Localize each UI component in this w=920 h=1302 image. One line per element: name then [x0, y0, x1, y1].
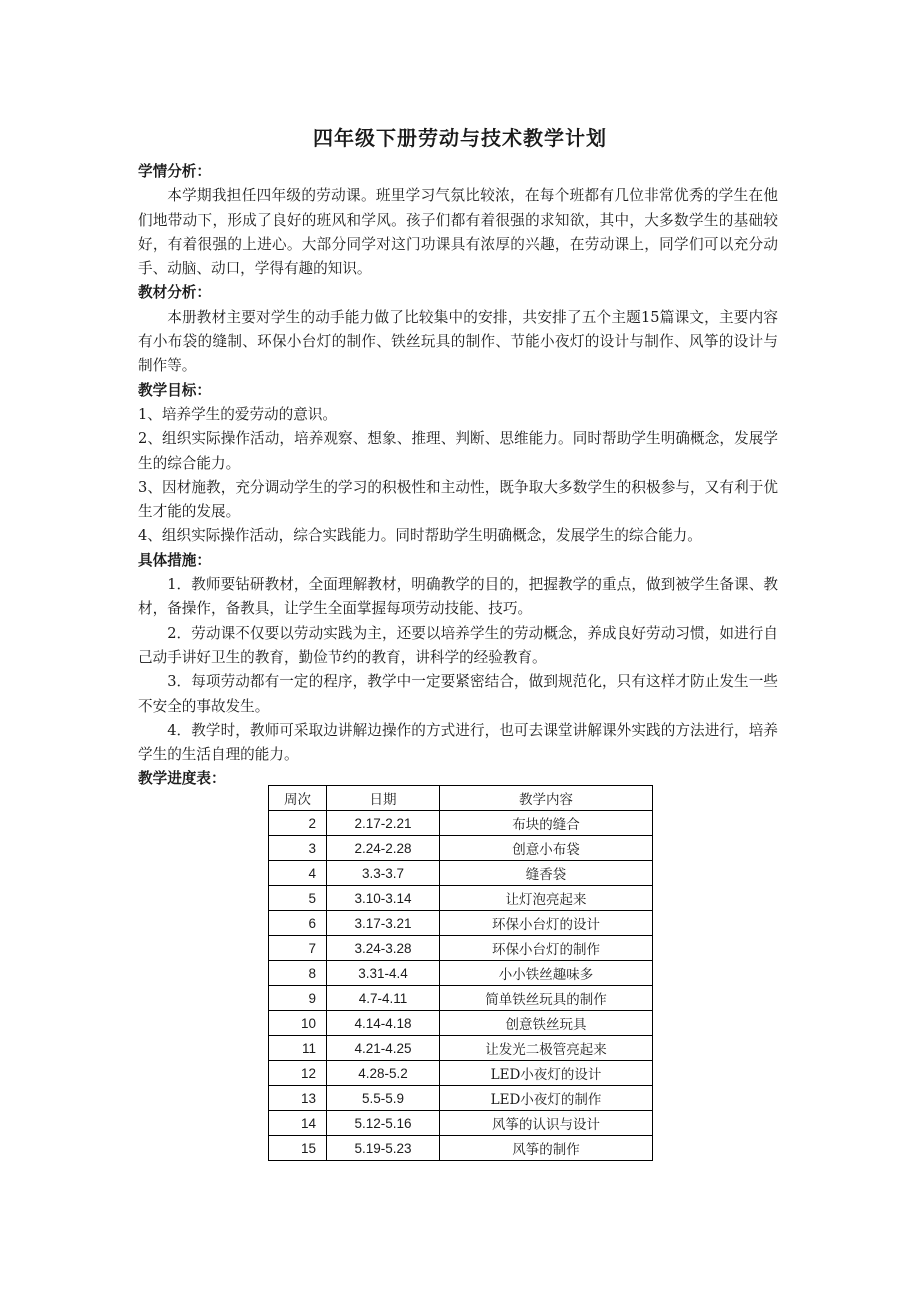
- week-cell: 13: [269, 1086, 327, 1111]
- date-cell: 4.21-4.25: [327, 1036, 440, 1061]
- table-row: [269, 1136, 653, 1161]
- measure-item: 1．教师要钻研教材，全面理解教材，明确教学的目的，把握教学的重点，做到被学生备课、教材，备操作，备教具，让学生全面掌握每项劳动技能、技巧。: [138, 576, 778, 618]
- column-header-content: 教学内容: [440, 786, 653, 811]
- content-cell: 布块的缝合: [440, 811, 653, 836]
- table-row: [269, 1061, 653, 1086]
- week-cell: 14: [269, 1111, 327, 1136]
- week-cell: 5: [269, 886, 327, 911]
- schedule-table: [268, 785, 653, 1161]
- date-cell: 3.3-3.7: [327, 861, 440, 886]
- table-row: [269, 1086, 653, 1111]
- page-title: 四年级下册劳动与技术教学计划: [313, 126, 607, 150]
- content-cell: 环保小台灯的设计: [440, 911, 653, 936]
- measure-item: 2．劳动课不仅要以劳动实践为主，还要以培养学生的劳动概念，养成良好劳动习惯，如进行自己动手讲好卫生的教育，勤俭节约的教育，讲科学的经验教育。: [138, 624, 778, 666]
- table-row: [269, 1036, 653, 1061]
- date-cell: 3.10-3.14: [327, 886, 440, 911]
- goal-item: 1、培养学生的爱劳动的意识。: [138, 405, 338, 423]
- date-cell: 2.17-2.21: [327, 811, 440, 836]
- column-header-week: 周次: [269, 786, 327, 811]
- content-cell: 环保小台灯的制作: [440, 936, 653, 961]
- week-cell: 7: [269, 936, 327, 961]
- document-body: [138, 160, 778, 792]
- table-row: [269, 961, 653, 986]
- content-cell: LED小夜灯的设计: [440, 1061, 653, 1086]
- content-cell: 让发光二极管亮起来: [440, 1036, 653, 1061]
- date-cell: 5.12-5.16: [327, 1111, 440, 1136]
- date-cell: 4.7-4.11: [327, 986, 440, 1011]
- content-cell: 缝香袋: [440, 861, 653, 886]
- student-analysis-text: 本学期我担任四年级的劳动课。班里学习气氛比较浓，在每个班都有几位非常优秀的学生在他们地带动下，形成了良好的班风和学风。孩子们都有着很强的求知欲，其中，大多数学生的基础较好，有着很强的上进心。大部分同学对这门功课具有浓厚的兴趣，在劳动课上，同学们可以充分动手、动脑、动口，学得有趣的知识。: [138, 187, 778, 278]
- week-cell: 11: [269, 1036, 327, 1061]
- content-cell: 小小铁丝趣味多: [440, 961, 653, 986]
- goals-heading: 教学目标：: [138, 381, 211, 399]
- week-cell: 9: [269, 986, 327, 1011]
- date-cell: 4.28-5.2: [327, 1061, 440, 1086]
- measures-heading: 具体措施：: [138, 551, 211, 569]
- schedule-table-body: [269, 811, 653, 1161]
- table-row: [269, 911, 653, 936]
- content-cell: 创意铁丝玩具: [440, 1011, 653, 1036]
- table-row: [269, 1011, 653, 1036]
- date-cell: 4.14-4.18: [327, 1011, 440, 1036]
- week-cell: 12: [269, 1061, 327, 1086]
- measure-item: 3．每项劳动都有一定的程序，教学中一定要紧密结合，做到规范化，只有这样才防止发生一些不安全的事故发生。: [138, 673, 778, 715]
- column-header-date: 日期: [327, 786, 440, 811]
- content-cell: LED小夜灯的制作: [440, 1086, 653, 1111]
- date-cell: 3.31-4.4: [327, 961, 440, 986]
- content-cell: 简单铁丝玩具的制作: [440, 986, 653, 1011]
- date-cell: 5.5-5.9: [327, 1086, 440, 1111]
- content-cell: 风筝的制作: [440, 1136, 653, 1161]
- week-cell: 2: [269, 811, 327, 836]
- table-row: [269, 886, 653, 911]
- week-cell: 4: [269, 861, 327, 886]
- date-cell: 5.19-5.23: [327, 1136, 440, 1161]
- textbook-analysis-heading: 教材分析：: [138, 284, 211, 302]
- goal-item: 2、组织实际操作活动，培养观察、想象、推理、判断、思维能力。同时帮助学生明确概念，发展学生的综合能力。: [138, 430, 778, 472]
- content-cell: 风筝的认识与设计: [440, 1111, 653, 1136]
- table-row: [269, 936, 653, 961]
- table-row: [269, 861, 653, 886]
- week-cell: 10: [269, 1011, 327, 1036]
- table-header-row: [269, 786, 653, 811]
- table-row: [269, 986, 653, 1011]
- content-cell: 创意小布袋: [440, 836, 653, 861]
- schedule-heading: 教学进度表：: [138, 770, 226, 788]
- date-cell: 3.17-3.21: [327, 911, 440, 936]
- goal-item: 3、因材施教，充分调动学生的学习的积极性和主动性，既争取大多数学生的积极参与，又有利于优生才能的发展。: [138, 478, 778, 521]
- textbook-analysis-text: 本册教材主要对学生的动手能力做了比较集中的安排，共安排了五个主题15篇课文，主要内容有小布袋的缝制、环保小台灯的制作、铁丝玩具的制作、节能小夜灯的设计与制作、风筝的设计与制作等。: [138, 308, 778, 375]
- student-analysis-heading: 学情分析：: [138, 163, 211, 180]
- week-cell: 3: [269, 836, 327, 861]
- week-cell: 15: [269, 1136, 327, 1161]
- date-cell: 2.24-2.28: [327, 836, 440, 861]
- date-cell: 3.24-3.28: [327, 936, 440, 961]
- schedule-table-wrap: [268, 785, 653, 1161]
- week-cell: 6: [269, 911, 327, 936]
- measure-item: 4．教学时，教师可采取边讲解边操作的方式进行，也可去课堂讲解课外实践的方法进行，培养学生的生活自理的能力。: [138, 721, 778, 764]
- week-cell: 8: [269, 961, 327, 986]
- table-row: [269, 836, 653, 861]
- goal-item: 4、组织实际操作活动，综合实践能力。同时帮助学生明确概念，发展学生的综合能力。: [138, 527, 702, 545]
- content-cell: 让灯泡亮起来: [440, 886, 653, 911]
- table-row: [269, 811, 653, 836]
- table-row: [269, 1111, 653, 1136]
